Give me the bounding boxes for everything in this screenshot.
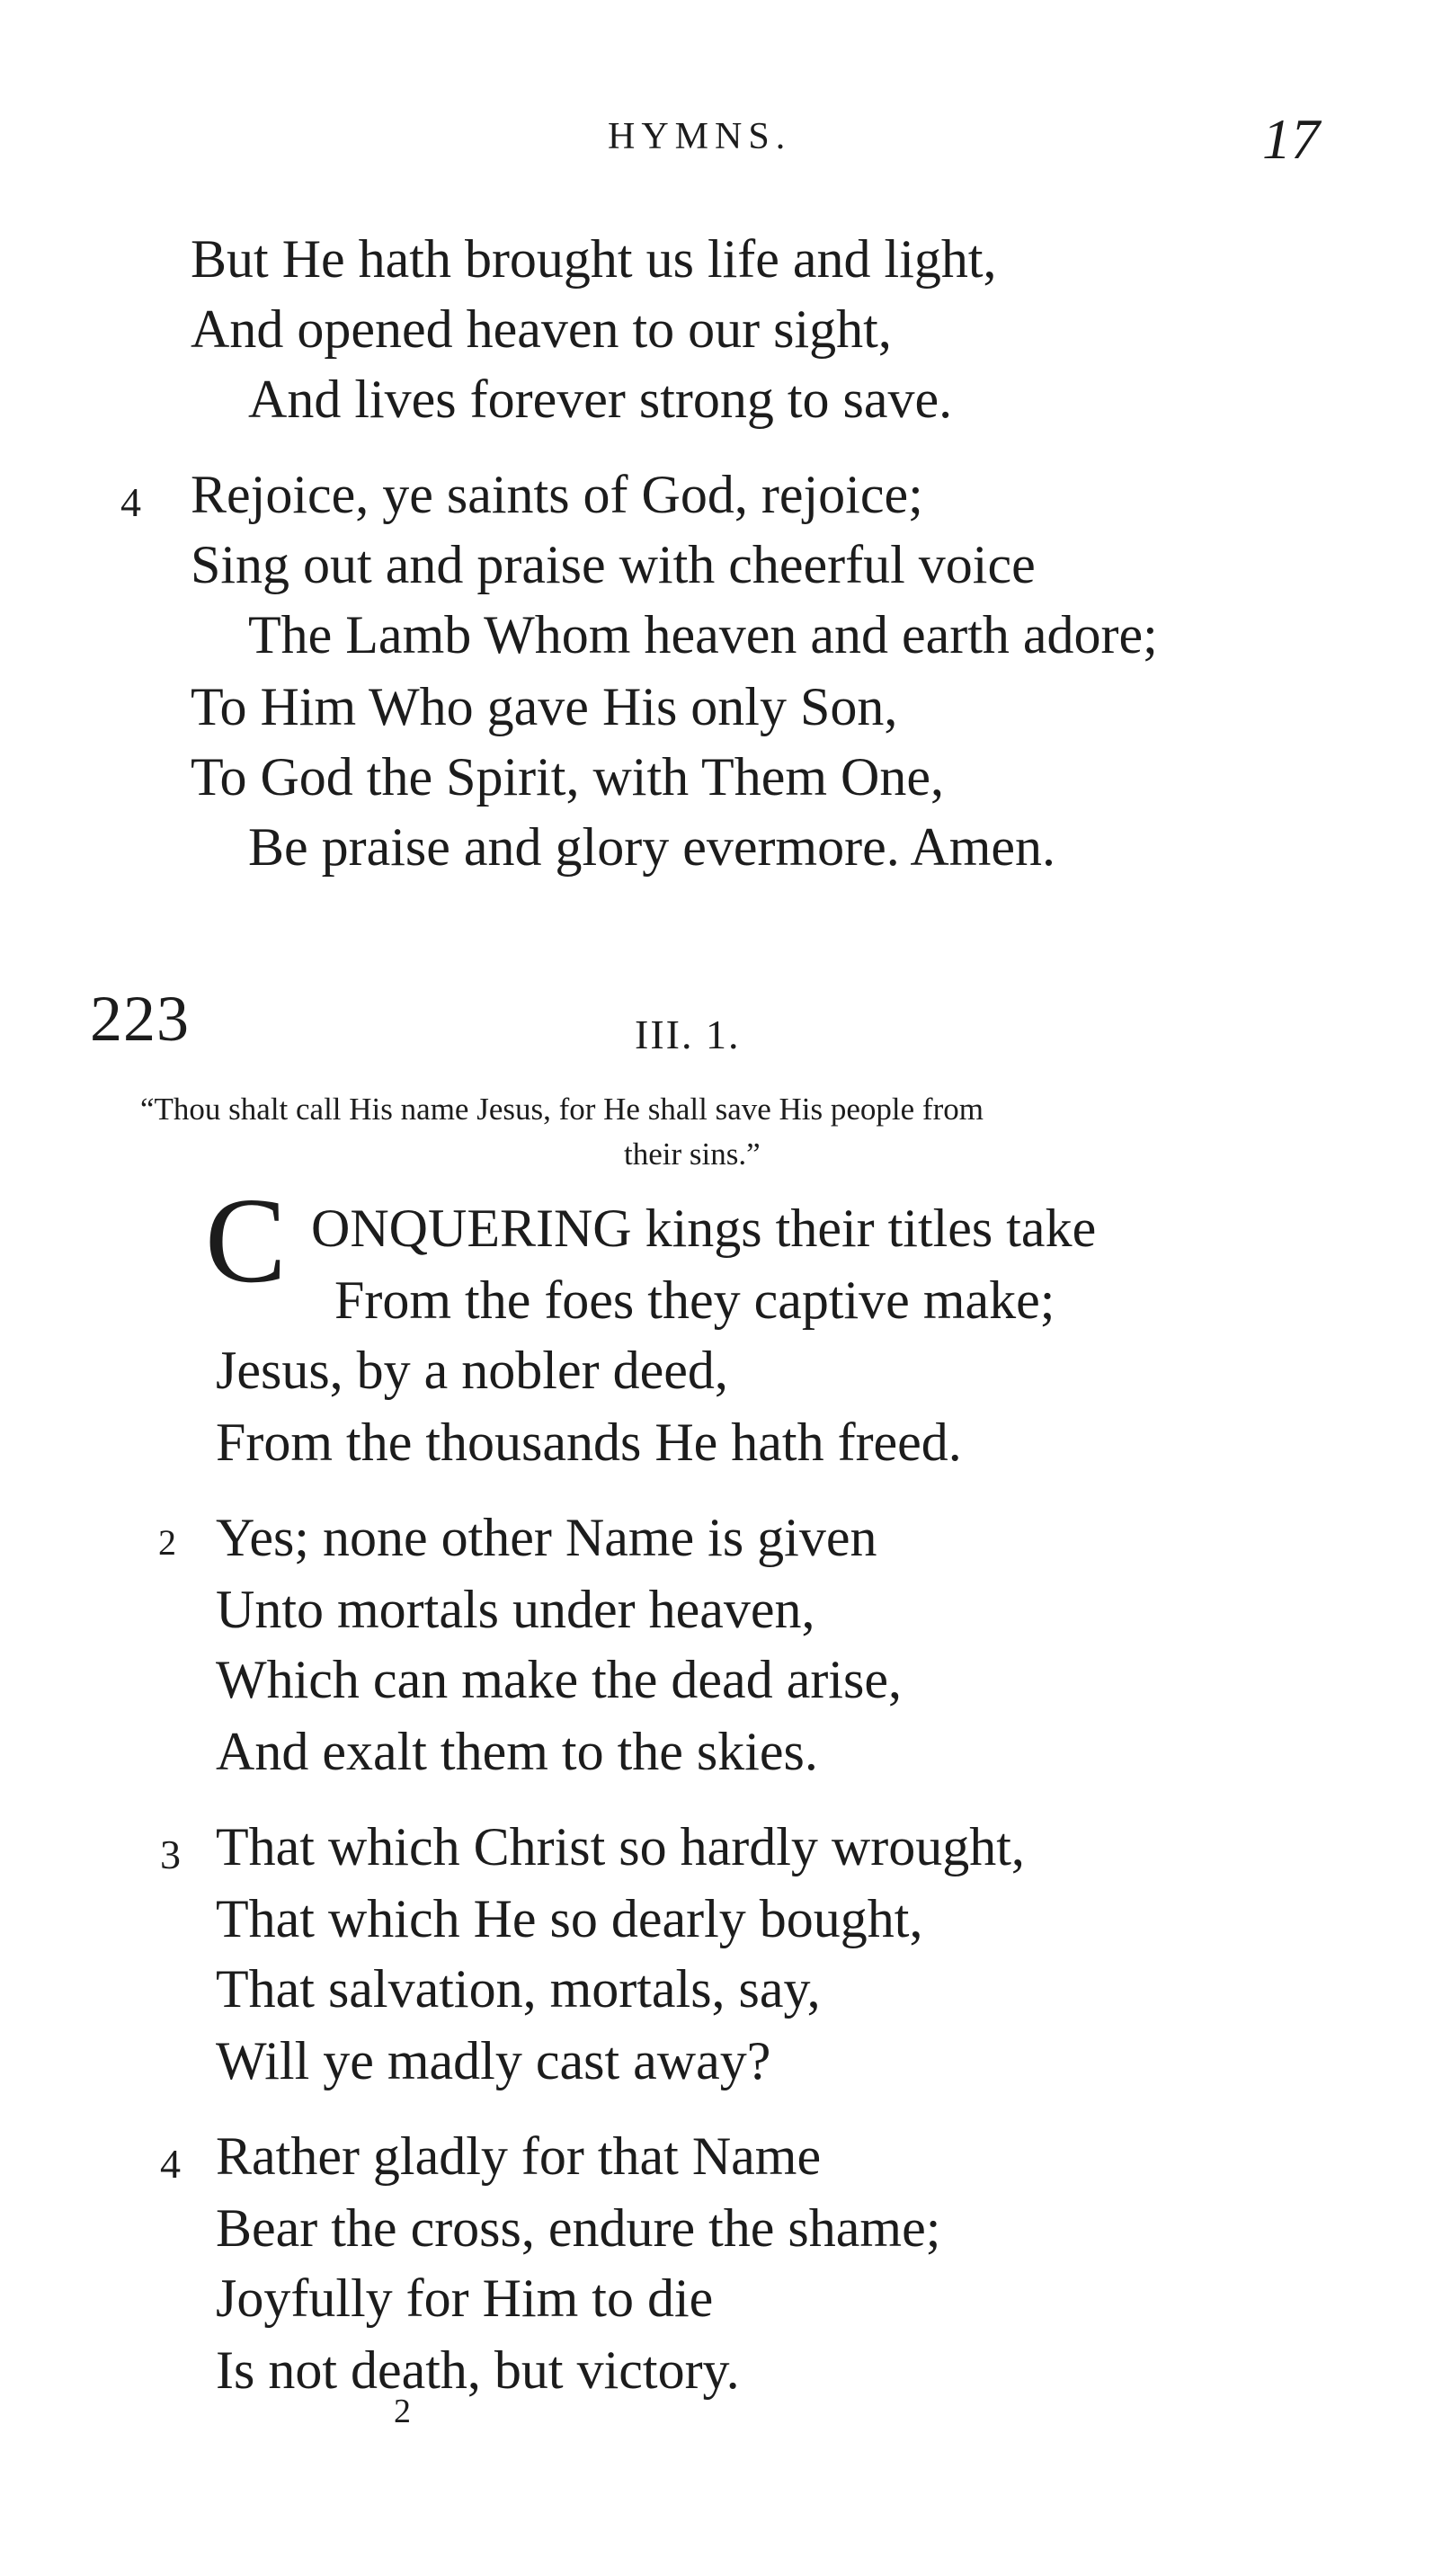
verse-line: Bear the cross, endure the shame; (216, 2198, 941, 2258)
epigraph-line: their sins.” (624, 1136, 761, 1172)
stanza-number: 2 (158, 1522, 176, 1563)
verse-line: Which can make the dead arise, (216, 1650, 902, 1709)
verse-line: Joyfully for Him to die (216, 2268, 714, 2328)
verse-line: And lives forever strong to save. (248, 370, 953, 429)
stanza-number: 4 (160, 2141, 181, 2187)
verse-line: But He hath brought us life and light, (191, 229, 997, 289)
epigraph-line: “Thou shalt call His name Jesus, for He shall save His people from (140, 1092, 984, 1127)
verse-line: Rejoice, ye saints of God, rejoice; (191, 465, 923, 524)
verse-line: Be praise and glory evermore. Amen. (248, 817, 1056, 877)
drop-cap: C (205, 1173, 287, 1308)
verse-line: That which Christ so hardly wrought, (216, 1817, 1025, 1876)
verse-line: And opened heaven to our sight, (191, 299, 892, 359)
stanza-number: 3 (160, 1832, 181, 1877)
verse-line: Unto mortals under heaven, (216, 1580, 815, 1639)
verse-line: To God the Spirit, with Them One, (191, 747, 944, 807)
verse-line: Rather gladly for that Name (216, 2126, 822, 2186)
verse-line: From the thousands He hath freed. (216, 1413, 962, 1472)
page-number: 17 (1262, 107, 1320, 171)
verse-line: That salvation, mortals, say, (216, 1959, 821, 2019)
verse-line: Will ye madly cast away? (216, 2031, 771, 2090)
verse-line: Yes; none other Name is given (216, 1508, 877, 1567)
verse-line: That which He so dearly bought, (216, 1889, 923, 1948)
verse-line: To Him Who gave His only Son, (191, 677, 898, 736)
verse-line: And exalt them to the skies. (216, 1722, 818, 1781)
verse-line: Jesus, by a nobler deed, (216, 1341, 728, 1400)
verse-line: Is not death, but victory. (216, 2340, 740, 2400)
verse-line: Sing out and praise with cheerful voice (191, 535, 1036, 594)
stanza-number: 4 (120, 479, 141, 525)
verse-line: From the foes they captive make; (334, 1270, 1055, 1330)
hymn-number: 223 (90, 983, 190, 1055)
hymn-meter: III. 1. (635, 1012, 741, 1057)
verse-line: ONQUERING kings their titles take (311, 1199, 1097, 1258)
verse-line: The Lamb Whom heaven and earth adore; (248, 605, 1158, 664)
running-head: HYMNS. (608, 116, 792, 157)
signature-mark: 2 (394, 2393, 411, 2430)
